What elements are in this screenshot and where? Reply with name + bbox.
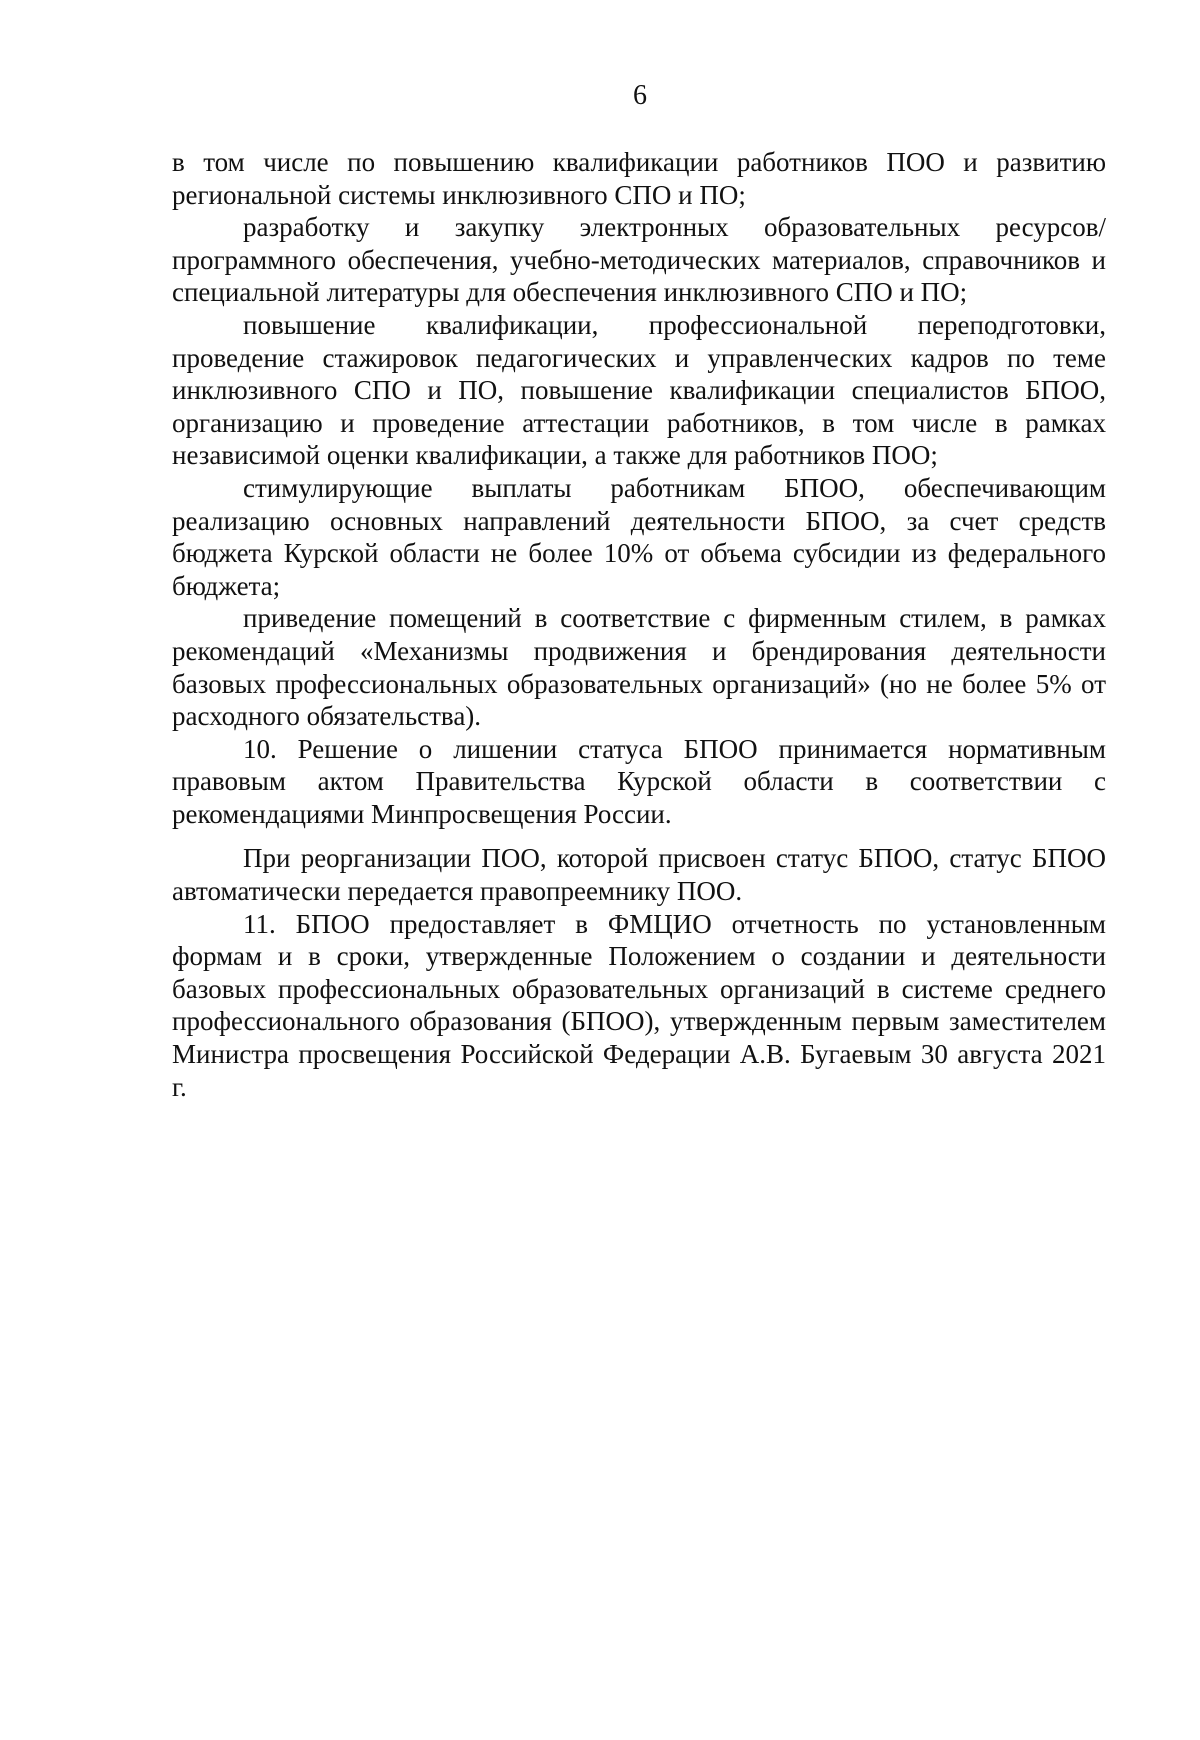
paragraph-corporate-style: приведение помещений в соответствие с фирменным стилем, в рамках рекомендаций «Механизмы продвижения и брендирования деятельности базовых профессиональных образовательных организаций» (но не более 5% от расходного обязательства). [172,603,1106,732]
paragraph-qualification: повышение квалификации, профессиональной переподготовки, проведение стажировок педагогических и управленческих кадров по теме инклюзивного СПО и ПО, повышение квалификации специалистов БПОО, организацию и проведение аттестации работников, в том числе в рамках независимой оценки квалификации, а также для работников ПОО; [172,309,1106,471]
paragraph-reorganization: При реорганизации ПОО, которой присвоен статус БПОО, статус БПОО автоматически передается правопреемнику ПОО. [172,843,1106,907]
page-number: 6 [633,80,647,111]
paragraph-item-10: 10. Решение о лишении статуса БПОО принимается нормативным правовым актом Правительства Курской области в соответствии с рекомендациями Минпросвещения России. [172,733,1106,829]
document-body [172,146,1106,1103]
paragraph-electronic-resources: разработку и закупку электронных образовательных ресурсов/программного обеспечения, учебно-методических материалов, справочников и специальной литературы для обеспечения инклюзивного СПО и ПО; [172,212,1106,308]
paragraph-incentive-payments: стимулирующие выплаты работникам БПОО, обеспечивающим реализацию основных направлений деятельности БПОО, за счет средств бюджета Курской области не более 10% от объема субсидии из федерального бюджета; [172,472,1106,601]
paragraph-item-11: 11. БПОО предоставляет в ФМЦИО отчетность по установленным формам и в сроки, утвержденные Положением о создании и деятельности базовых профессиональных образовательных организаций в системе среднего профессионального образования (БПОО), утвержденным первым заместителем Министра просвещения Российской Федерации А.В. Бугаевым 30 августа 2021 г. [172,908,1106,1102]
paragraph-continuation: в том числе по повышению квалификации работников ПОО и развитию региональной системы инклюзивного СПО и ПО; [172,147,1106,210]
